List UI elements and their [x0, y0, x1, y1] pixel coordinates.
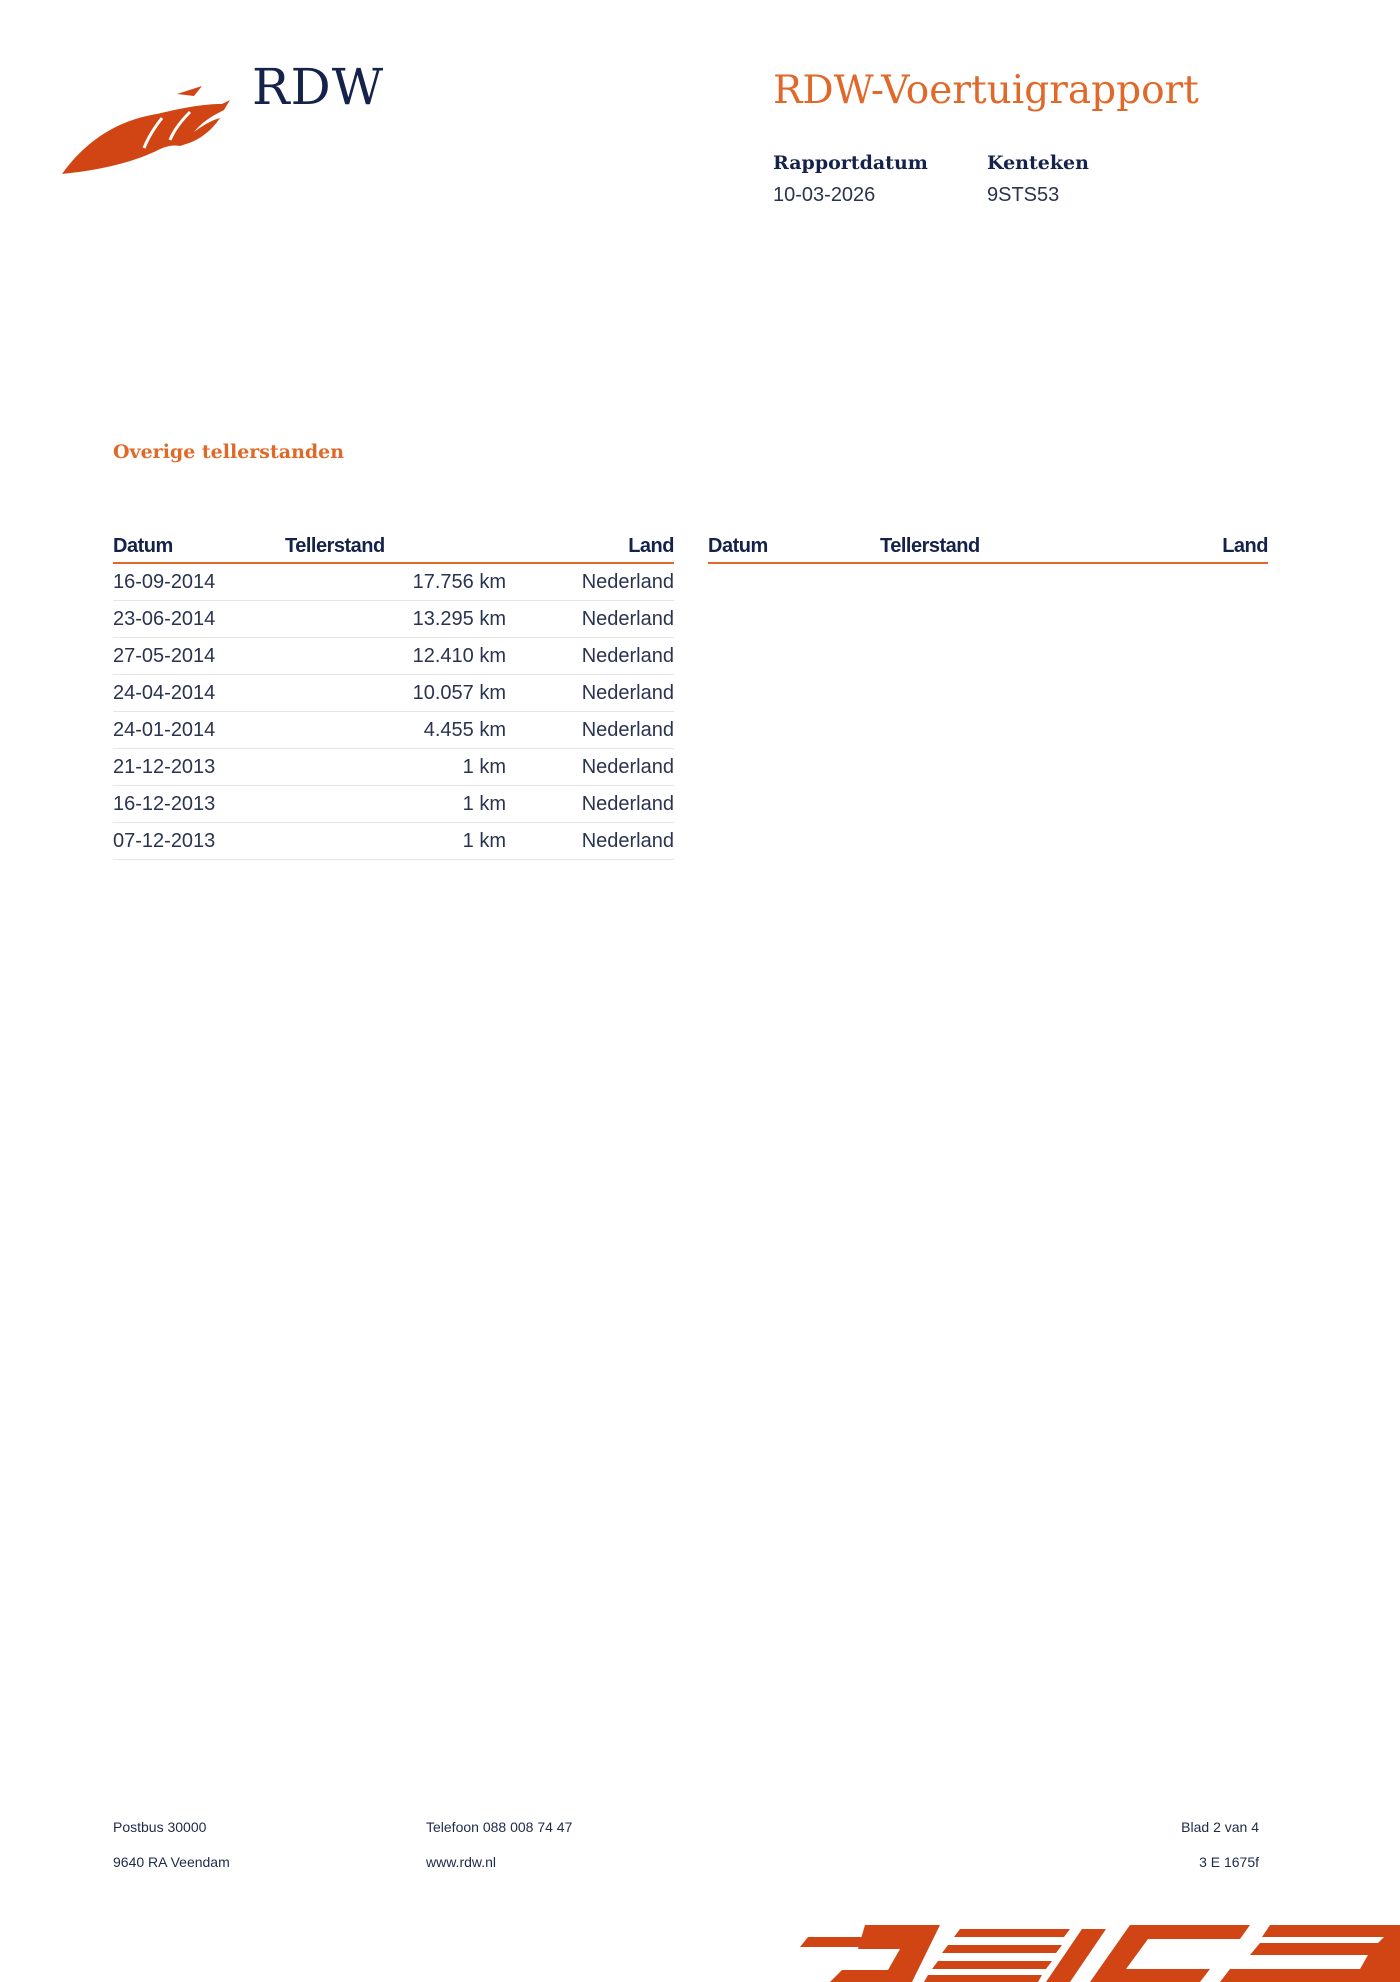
plate-label: Kenteken — [987, 152, 1089, 174]
footer-address-line1: Postbus 30000 — [113, 1819, 207, 1835]
table-row — [113, 563, 674, 601]
row-country: Nederland — [506, 675, 674, 712]
row-reading: 10.057 km — [285, 675, 506, 712]
table-row — [113, 823, 674, 860]
brand-name: RDW — [252, 58, 385, 116]
row-reading: 1 km — [285, 749, 506, 786]
footer-page-number: Blad 2 van 4 — [1181, 1819, 1259, 1835]
footer-document-code: 3 E 1675f — [1199, 1854, 1259, 1870]
row-reading: 1 km — [285, 786, 506, 823]
table-row — [113, 786, 674, 823]
row-date: 24-04-2014 — [113, 675, 285, 712]
row-country: Nederland — [506, 601, 674, 638]
row-country: Nederland — [506, 749, 674, 786]
row-date: 07-12-2013 — [113, 823, 285, 860]
row-date: 16-09-2014 — [113, 563, 285, 601]
rdw-logo-icon — [62, 86, 232, 178]
table-header-row — [708, 533, 1268, 563]
footer-phone: Telefoon 088 008 74 47 — [426, 1819, 573, 1835]
row-date: 21-12-2013 — [113, 749, 285, 786]
footer-website-link[interactable]: www.rdw.nl — [426, 1854, 497, 1870]
table-row — [113, 675, 674, 712]
table-header-row — [113, 533, 674, 563]
report-date-label: Rapportdatum — [773, 152, 928, 174]
column-header-country: Land — [506, 533, 674, 563]
table-row — [113, 712, 674, 749]
footer-address-line2: 9640 RA Veendam — [113, 1854, 230, 1870]
row-reading: 4.455 km — [285, 712, 506, 749]
table-row — [113, 638, 674, 675]
row-reading: 12.410 km — [285, 638, 506, 675]
footer-stripes-graphic — [800, 1925, 1400, 1982]
row-date: 23-06-2014 — [113, 601, 285, 638]
row-reading: 13.295 km — [285, 601, 506, 638]
column-header-reading: Tellerstand — [285, 533, 506, 563]
plate-value: 9STS53 — [987, 184, 1060, 206]
report-date-block — [773, 152, 928, 207]
section-title: Overige tellerstanden — [113, 441, 345, 463]
row-date: 27-05-2014 — [113, 638, 285, 675]
row-country: Nederland — [506, 638, 674, 675]
column-header-date: Datum — [113, 533, 285, 563]
odometer-table — [113, 533, 674, 860]
column-header-country: Land — [1101, 533, 1268, 563]
row-country: Nederland — [506, 712, 674, 749]
row-date: 24-01-2014 — [113, 712, 285, 749]
table-row — [113, 601, 674, 638]
column-header-date: Datum — [708, 533, 880, 563]
column-header-reading: Tellerstand — [880, 533, 1101, 563]
row-date: 16-12-2013 — [113, 786, 285, 823]
row-reading: 17.756 km — [285, 563, 506, 601]
odometer-table-continued — [708, 533, 1268, 564]
report-title: RDW-Voertuigrapport — [773, 68, 1199, 113]
plate-block — [987, 152, 1089, 207]
row-reading: 1 km — [285, 823, 506, 860]
row-country: Nederland — [506, 786, 674, 823]
report-date-value: 10-03-2026 — [773, 184, 876, 206]
table-row — [113, 749, 674, 786]
row-country: Nederland — [506, 823, 674, 860]
row-country: Nederland — [506, 563, 674, 601]
